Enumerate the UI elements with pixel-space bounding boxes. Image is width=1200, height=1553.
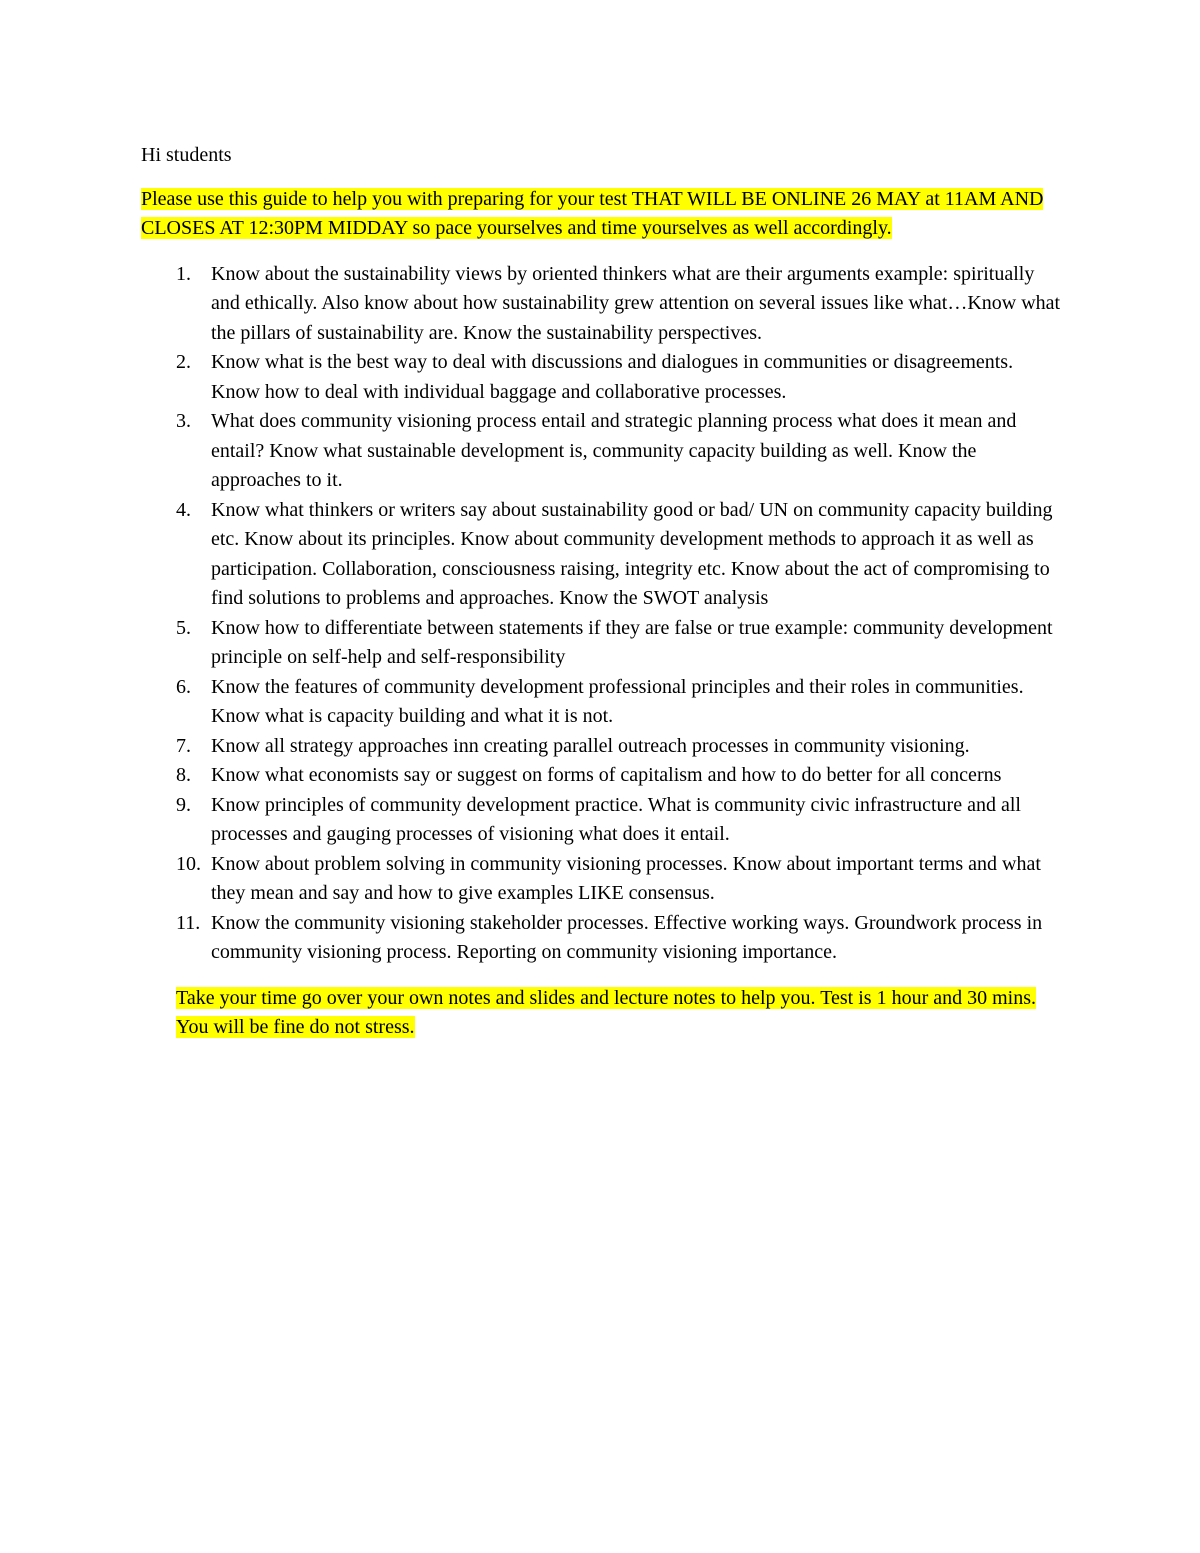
list-item [141, 496, 1061, 614]
closing-highlighted-text: Take your time go over your own notes and slides and lecture notes to help you. Test is 1 hour and 30 mins. You will be fine do not stress. [176, 986, 1037, 1038]
list-item [141, 673, 1061, 732]
list-item-number: 1. [176, 262, 191, 285]
list-item [141, 407, 1061, 496]
list-item-text: Know principles of community development practice. What is community civic infrastructure and all processes and gauging processes of visioning what does it entail. [211, 793, 1021, 845]
study-guide-list [141, 260, 1061, 968]
intro-highlighted-text: Please use this guide to help you with preparing for your test THAT WILL BE ONLINE 26 MAY at 11AM AND CLOSES AT 12:30PM MIDDAY so pace yourselves and time yourselves as well accordingly. [141, 187, 1044, 239]
list-item-number: 11. [176, 911, 201, 934]
list-item [141, 761, 1061, 791]
list-item-number: 10. [176, 852, 201, 875]
list-item-number: 3. [176, 410, 191, 432]
list-item-text: Know the community visioning stakeholder processes. Effective working ways. Groundwork process in community visioning process. Reporting on community visioning importance. [211, 911, 1043, 963]
list-item-text: Know all strategy approaches inn creating parallel outreach processes in community visioning. [211, 734, 970, 757]
closing-paragraph [141, 984, 1061, 1043]
list-item-number: 4. [176, 498, 191, 521]
document-body [141, 141, 1061, 1043]
list-item-number: 9. [176, 793, 191, 816]
list-item-number: 2. [176, 351, 191, 373]
list-item-text: Know what economists say or suggest on forms of capitalism and how to do better for all concerns [211, 764, 1002, 786]
list-item-text: Know what thinkers or writers say about sustainability good or bad/ UN on community capacity building etc. Know about its principles. Know about community development methods to approach it as well as participation. Collaboration, consciousness raising, integrity etc. Know about the act of compromising to find solutions to problems and approaches. Know the SWOT analysis [211, 498, 1053, 609]
list-item-text: Know the features of community development professional principles and their roles in communities. Know what is capacity building and what it is not. [211, 675, 1024, 727]
list-item-text: What does community visioning process entail and strategic planning process what does it mean and entail? Know what sustainable development is, community capacity building as well. Know the approaches to it. [211, 410, 1017, 491]
list-item-text: Know what is the best way to deal with discussions and dialogues in communities or disagreements. Know how to deal with individual baggage and collaborative processes. [211, 351, 1014, 403]
list-item-text: Know about the sustainability views by oriented thinkers what are their arguments example: spiritually and ethically. Also know about how sustainability grew attention on several issues like what…Know what the pillars of sustainability are. Know the sustainability perspectives. [211, 262, 1061, 344]
list-item [141, 791, 1061, 850]
greeting: Hi students [141, 144, 232, 166]
list-item [141, 850, 1061, 909]
list-item [141, 614, 1061, 673]
list-item-number: 6. [176, 675, 191, 698]
list-item [141, 909, 1061, 968]
list-item [141, 260, 1061, 349]
intro-paragraph [141, 185, 1061, 244]
list-item [141, 348, 1061, 407]
list-item-text: Know about problem solving in community visioning processes. Know about important terms and what they mean and say and how to give examples LIKE consensus. [211, 852, 1041, 904]
list-item-number: 7. [176, 734, 191, 757]
list-item-number: 5. [176, 616, 191, 639]
list-item [141, 732, 1061, 762]
list-item-text: Know how to differentiate between statements if they are false or true example: community development principle on self-help and self-responsibility [211, 616, 1053, 668]
list-item-number: 8. [176, 764, 191, 786]
